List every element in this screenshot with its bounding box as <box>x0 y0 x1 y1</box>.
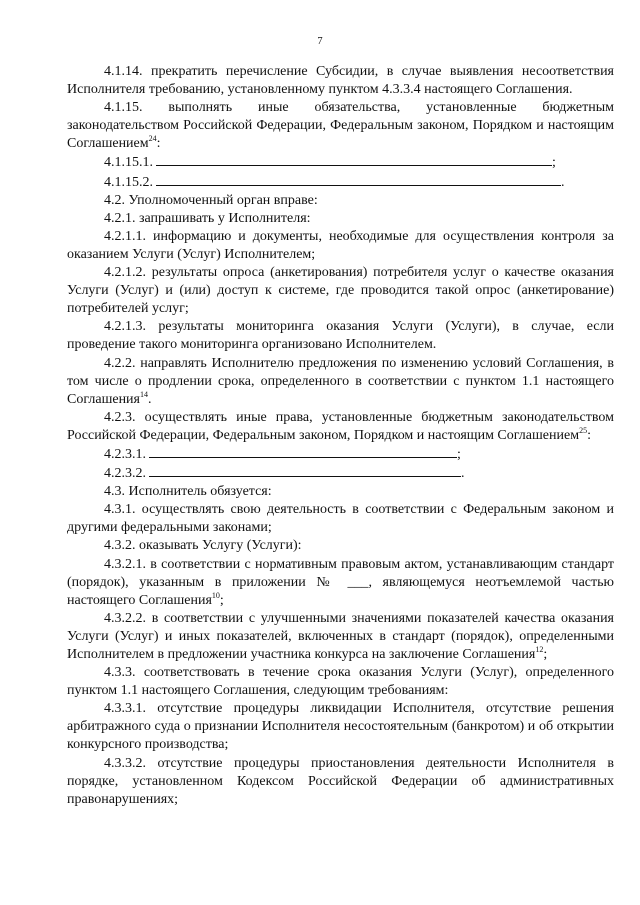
page-number: 7 <box>317 36 323 47</box>
clause-4-2-3-1-number: 4.2.3.1. <box>104 446 146 462</box>
clause-4-2-2: 4.2.2. направлять Исполнителю предложения по изменению условий Соглашения, в том числе о продлении срока, определенного в соответствии с пунктом 1.1 настоящего Соглашения$^{14}$. <box>67 355 614 407</box>
blank-line <box>156 173 561 186</box>
clause-4-2-3-2-end: . <box>461 466 465 482</box>
clause-4-1-15-1-end: ; <box>552 155 556 171</box>
clause-4-2-2-text: 4.2.2. направлять Исполнителю предложения по изменению условий Соглашения, в том числе о продлении срока, определенного в соответствии с пунктом 1.1 настоящего Соглашения <box>67 355 614 407</box>
clause-4-1-14: 4.1.14. прекратить перечисление Субсидии, в случае выявления несоответствия Исполнителя требованию, установленному пунктом 4.3.3.4 настоящего Соглашения. <box>67 64 614 98</box>
clause-4-2-1-1: 4.2.1.1. информацию и документы, необходимые для осуществления контроля за оказанием Услуги (Услуг) Исполнителем; <box>67 228 614 262</box>
clause-4-2-3-1-end: ; <box>457 446 461 462</box>
clause-4-3: 4.3. Исполнитель обязуется: <box>104 484 272 500</box>
clause-4-2-3-2 <box>67 464 614 483</box>
clause-4-2: 4.2. Уполномоченный орган вправе: <box>104 192 318 208</box>
blank-line <box>156 153 552 166</box>
clause-4-3-3: 4.3.3. соответствовать в течение срока оказания Услуги (Услуг), определенного пунктом 1.1 настоящего Соглашения, следующим требованиям: <box>67 665 614 699</box>
clause-4-3-3-1: 4.3.3.1. отсутствие процедуры ликвидации Исполнителя, отсутствие решения арбитражного суда о признании Исполнителя несостоятельным (банкротом) и об открытии конкурсного производства; <box>67 701 614 753</box>
clause-4-3-2-2-text: 4.3.2.2. в соответствии с улучшенными значениями показателей качества оказания Услуги (Услуг) и иных показателей, включенных в стандарт (порядок), определенными Исполнителем в предложении участника конкурса на заключение Соглашения <box>67 610 614 662</box>
footnote-ref-12: 12 <box>535 645 544 654</box>
clause-4-1-15-2-end: . <box>561 174 565 190</box>
clause-4-1-15-2-number: 4.1.15.2. <box>104 174 153 190</box>
clause-4-1-15-2 <box>67 173 614 192</box>
clause-4-2-1: 4.2.1. запрашивать у Исполнителя: <box>104 210 311 226</box>
clause-4-1-15-1-number: 4.1.15.1. <box>104 155 153 171</box>
clause-4-3-2-1-text: 4.3.2.1. в соответствии с нормативным правовым актом, устанавливающим стандарт (порядок), указанным в приложении № ___, являющемуся неотъемлемой частью настоящего Соглашения <box>67 556 614 608</box>
blank-line <box>149 464 461 477</box>
clause-4-2-3-2-number: 4.2.3.2. <box>104 466 146 482</box>
footnote-ref-14: 14 <box>140 389 148 399</box>
clause-4-3-2-1-end: ; <box>219 592 224 608</box>
clause-4-3-3-2: 4.3.3.2. отсутствие процедуры приостановления деятельности Исполнителя в порядке, установленном Кодексом Российской Федерации об административных правонарушениях; <box>67 755 614 807</box>
clause-4-3-2-2 <box>67 610 614 664</box>
clause-4-2-3: 4.2.3. осуществлять иные права, установленные бюджетным законодательством Российской Федерации, Федеральным законом, Порядком и настоящим Соглашением$^{25}$: <box>67 409 614 443</box>
clause-4-1-15: 4.1.15. выполнять иные обязательства, установленные бюджетным законодательством Российской Федерации, Федеральным законом, Порядком и настоящим Соглашением$^{24}$: <box>67 100 614 152</box>
clause-4-1-15-1 <box>67 153 614 172</box>
clause-4-2-1-3: 4.2.1.3. результаты мониторинга оказания Услуги (Услуги), в случае, если проведение такого мониторинга организовано Исполнителем. <box>67 319 614 353</box>
blank-line <box>149 445 457 458</box>
clause-4-3-2-2-end: ; <box>543 647 548 662</box>
clause-4-2-3-1 <box>67 445 614 464</box>
clause-4-3-2-1 <box>67 556 614 610</box>
clause-4-2-1-2: 4.2.1.2. результаты опроса (анкетирования) потребителя услуг о качестве оказания Услуги (Услуг) и (или) доступ к системе, где проводится такой опрос (анкетирование) потребителей услуг; <box>67 265 614 317</box>
clause-4-2-3-text: 4.2.3. осуществлять иные права, установленные бюджетным законодательством Российской Федерации, Федеральным законом, Порядком и настоящим Соглашением <box>67 409 614 443</box>
clause-4-1-15-text: 4.1.15. выполнять иные обязательства, установленные бюджетным законодательством Российской Федерации, Федеральным законом, Порядком и настоящим Соглашением <box>67 100 614 152</box>
footnote-ref-24: 24 <box>148 134 157 144</box>
clause-4-3-1: 4.3.1. осуществлять свою деятельность в соответствии с Федеральным законом и другими федеральными законами; <box>67 502 614 536</box>
clause-4-3-2: 4.3.2. оказывать Услугу (Услуги): <box>104 538 302 554</box>
footnote-ref-25: 25 <box>579 425 588 435</box>
footnote-ref-10: 10 <box>211 590 220 600</box>
document-body <box>67 63 614 809</box>
